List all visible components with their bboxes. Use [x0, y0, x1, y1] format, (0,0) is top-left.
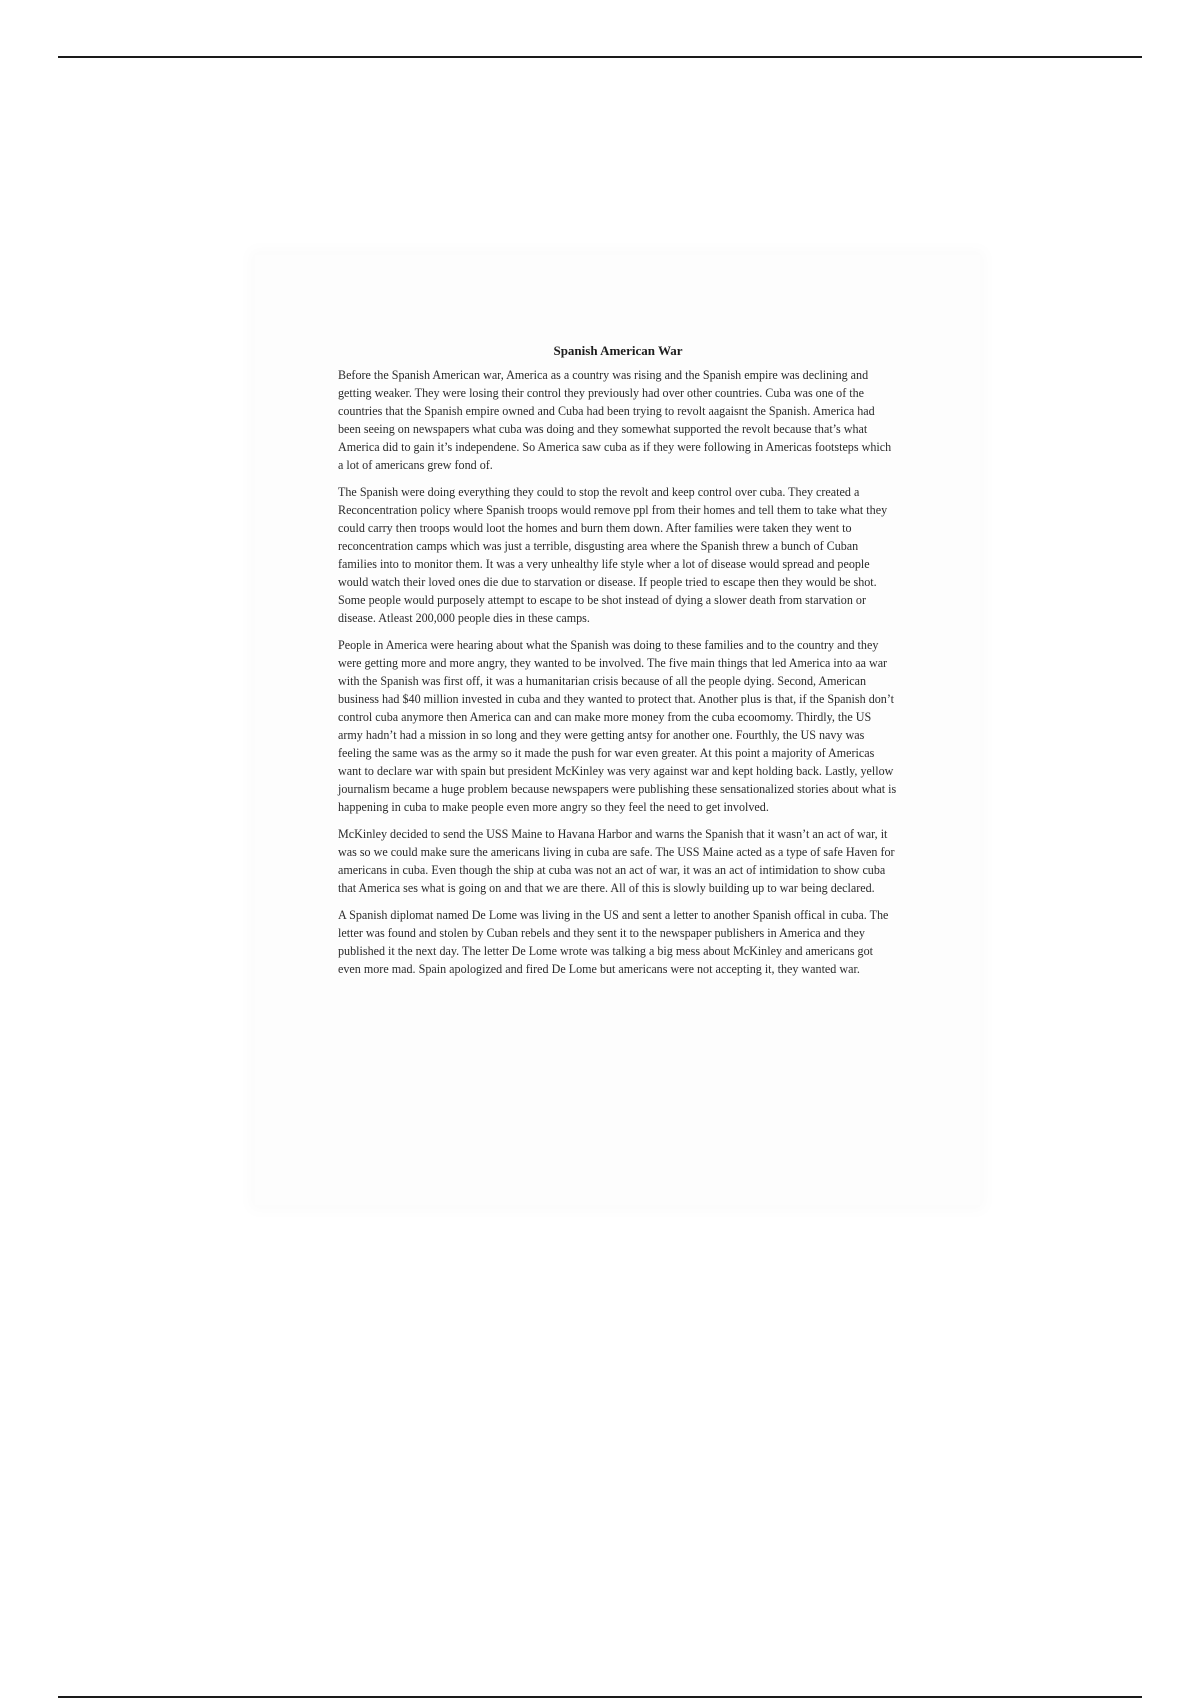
- paragraph-5: A Spanish diplomat named De Lome was living in the US and sent a letter to another Spanish offical in cuba. The letter was found and stolen by Cuban rebels and they sent it to the newspaper publishers in America and they published it the next day. The letter De Lome wrote was talking a big mess about McKinley and americans got even more mad. Spain apologized and fired De Lome but americans were not accepting it, they wanted war.: [338, 908, 889, 976]
- document-title: Spanish American War: [553, 343, 683, 358]
- paragraph-4: McKinley decided to send the USS Maine to Havana Harbor and warns the Spanish that it wasn’t an act of war, it was so we could make sure the americans living in cuba are safe. The USS Maine acted as a type of safe Haven for americans in cuba. Even though the ship at cuba was not an act of war, it was an act of intimidation to show cuba that America ses what is going on and that we are there. All of this is slowly building up to war being declared.: [338, 827, 895, 895]
- paragraph-2: The Spanish were doing everything they could to stop the revolt and keep control over cuba. They created a Reconcentration policy where Spanish troops would remove ppl from their homes and tell them to take what they could carry then troops would loot the homes and burn them down. After families were taken they went to reconcentration camps which was just a terrible, disgusting area where the Spanish threw a bunch of Cuban families into to monitor them. It was a very unhealthy life style wher a lot of disease would spread and people would watch their loved ones die due to starvation or disease. If people tried to escape then they would be shot. Some people would purposely attempt to escape to be shot instead of dying a slower death from starvation or disease. Atleast 200,000 people dies in these camps.: [338, 485, 888, 625]
- paragraph-1: Before the Spanish American war, America as a country was rising and the Spanish empire was declining and getting weaker. They were losing their control they previously had over other countries. Cuba was one of the countries that the Spanish empire owned and Cuba had been trying to revolt aagaisnt the Spanish. America had been seeing on newspapers what cuba was doing and they somewhat supported the revolt because that’s what America did to gain it’s independene. So America saw cuba as if they were following in Americas footsteps which a lot of americans grew fond of.: [338, 368, 892, 472]
- top-divider: [58, 56, 1142, 58]
- document-body: [338, 343, 898, 987]
- bottom-divider: [58, 1696, 1142, 1698]
- paragraph-3: People in America were hearing about what the Spanish was doing to these families and to the country and they were getting more and more angry, they wanted to be involved. The five main things that led America into aa war with the Spanish was first off, it was a humanitarian crisis because of all the people dying. Second, American business had $40 million invested in cuba and they wanted to protect that. Another plus is that, if the Spanish don’t control cuba anymore then America can and can make more money from the cuba ecoomomy. Thirdly, the US army hadn’t had a mission in so long and they were getting antsy for another one. Fourthly, the US navy was feeling the same was as the army so it made the push for war even greater. At this point a majority of Americas want to declare war with spain but president McKinley was very against war and kept holding back. Lastly, yellow journalism became a huge problem because newspapers were publishing these sensationalized stories about what is happening in cuba to make people even more angry so they feel the need to get involved.: [338, 638, 897, 814]
